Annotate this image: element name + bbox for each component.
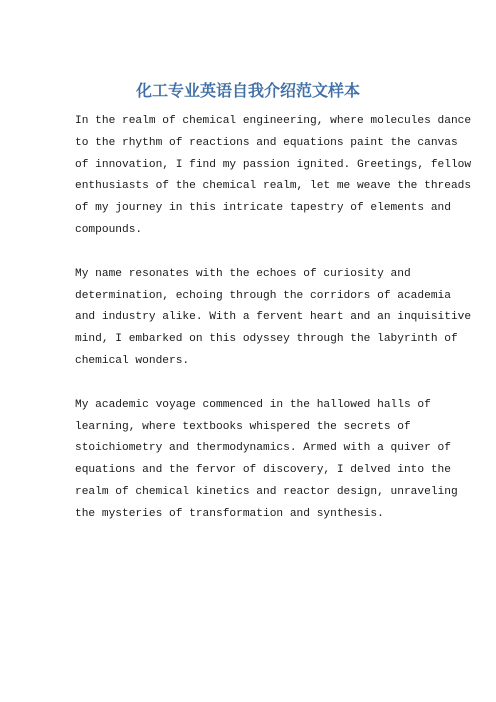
text-line: of my journey in this intricate tapestry of elements and [75,202,451,215]
text-line: of innovation, I find my passion ignited. Greetings, fellow [75,158,472,171]
text-line: chemical wonders. [75,354,190,367]
text-line: the mysteries of transformation and synthesis. [75,507,384,520]
paragraph-2 [75,264,472,373]
text-line: enthusiasts of the chemical realm, let me weave the threads [75,180,472,193]
text-line: mind, I embarked on this odyssey through the labyrinth of [75,333,458,346]
paragraph-3 [75,395,458,526]
text-line: My academic voyage commenced in the hallowed halls of [75,398,431,411]
text-line: realm of chemical kinetics and reactor design, unraveling [75,485,458,498]
text-line: compounds. [75,223,143,236]
text-line: stoichiometry and thermodynamics. Armed with a quiver of [75,442,451,455]
text-line: My name resonates with the echoes of curiosity and [75,267,411,280]
document-title: 化工专业英语自我介绍范文样本 [135,81,360,100]
text-line: determination, echoing through the corridors of academia [75,289,451,302]
text-line: learning, where textbooks whispered the secrets of [75,420,411,433]
text-line: equations and the fervor of discovery, I delved into the [75,464,451,477]
text-line: to the rhythm of reactions and equations paint the canvas [75,136,458,149]
text-line: and industry alike. With a fervent heart and an inquisitive [75,311,472,324]
document-body [75,111,472,548]
paragraph-1 [75,111,472,242]
text-line: In the realm of chemical engineering, where molecules dance [75,115,472,127]
